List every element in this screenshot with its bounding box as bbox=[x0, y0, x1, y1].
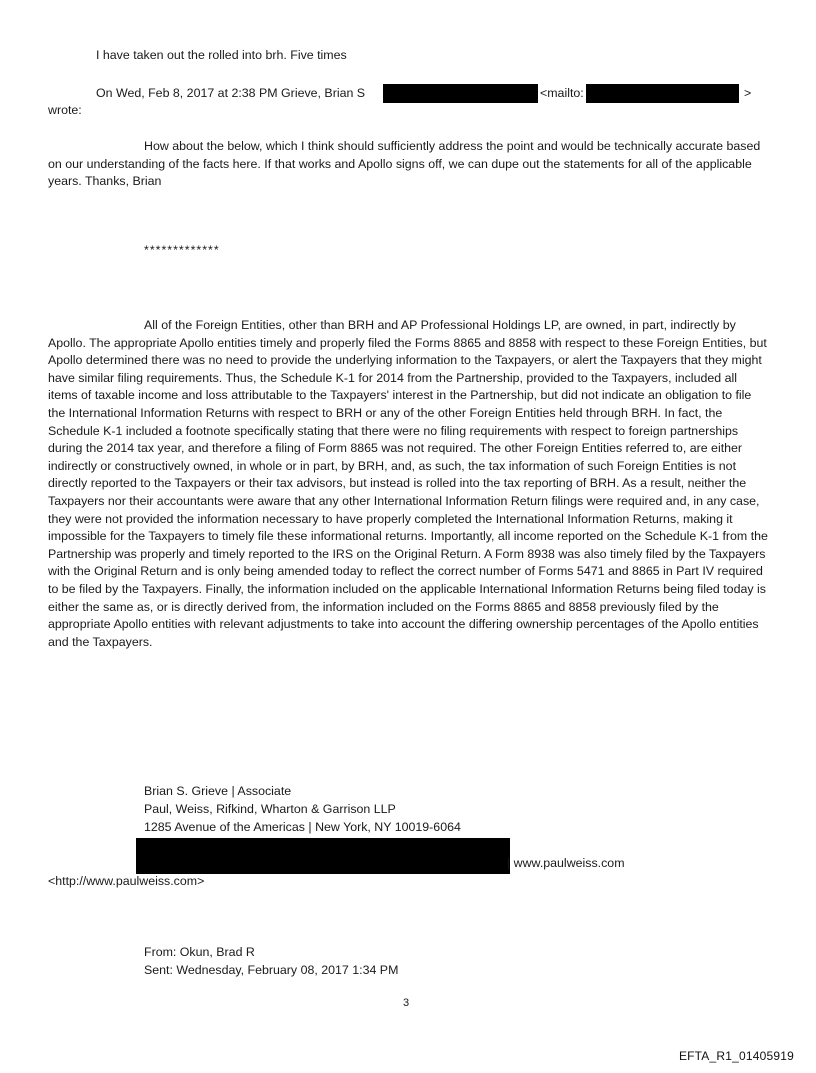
quote-header-mailto: <mailto: bbox=[540, 86, 584, 100]
signature-firm: Paul, Weiss, Rifkind, Wharton & Garrison LLP bbox=[144, 802, 396, 816]
signature-name-title: Brian S. Grieve | Associate bbox=[144, 784, 292, 798]
forwarded-from: From: Okun, Brad R bbox=[144, 945, 255, 959]
reply-line: I have taken out the rolled into brh. Five times bbox=[96, 48, 347, 62]
quote-header-prefix: On Wed, Feb 8, 2017 at 2:38 PM Grieve, Brian S bbox=[96, 86, 366, 100]
redaction-block-email-1 bbox=[383, 84, 538, 103]
redaction-block-email-2 bbox=[586, 84, 739, 103]
page-number: 3 bbox=[403, 997, 410, 1009]
quote-header-wrote: wrote: bbox=[48, 103, 82, 117]
main-paragraph: All of the Foreign Entities, other than BRH and AP Professional Holdings LP, are owned, in part, indirectly by Apollo. The appropriate Apollo entities timely and properly filed the Forms 8865 and 8858 with respect to these Foreign Entities, but Apollo determined there was no need to provide the underlying information to the Taxpayers, or alert the Taxpayers that they might have similar filing requirements. Thus, the Schedule K-1 for 2014 from the Partnership, provided to the Taxpayers, included all items of taxable income and loss attributable to the Taxpayers' interest in the Partnership, but did not indicate an obligation to file the International Information Returns with respect to BRH or any of the other Foreign Entities held through BRH. In fact, the Schedule K-1 included a footnote specifically stating that there were no filing requirements with respect to foreign partnerships during the 2014 tax year, and therefore a filing of Form 8865 was not required. The other Foreign Entities referred to, are either indirectly or constructively owned, in whole or in part, by BRH, and, as such, the tax information of such Foreign Entities is not directly reported to the Taxpayers or their tax advisors, but instead is rolled into the tax reporting of BRH. As a result, neither the Taxpayers nor their accountants were aware that any other International Information Return filings were required and, in any case, they were not provided the information necessary to have properly completed the International Information Returns, making it impossible for the Taxpayers to timely file these informational returns. Importantly, all income reported on the Schedule K-1 from the Partnership was properly and timely reported to the IRS on the Original Return. A Form 8938 was also timely filed by the Taxpayers with the Original Return and is only being amended today to reflect the correct number of Forms 5471 and 8865 in Part IV required to be filed by the Taxpayers. Finally, the information included on the applicable International Information Returns being filed today is either the same as, or is directly derived from, the information included on the Forms 8865 and 8858 previously filed by the appropriate Apollo entities with relevant adjustments to take into account the differing ownership percentages of the Apollo entities and the Taxpayers. bbox=[48, 318, 768, 649]
forwarded-sent: Sent: Wednesday, February 08, 2017 1:34 PM bbox=[144, 963, 399, 977]
redaction-block-phone bbox=[136, 838, 510, 874]
quote-header-close: > bbox=[744, 86, 752, 100]
separator: ************* bbox=[144, 243, 220, 257]
bates-number: EFTA_R1_01405919 bbox=[678, 1049, 794, 1063]
signature-address: 1285 Avenue of the Americas | New York, NY 10019-6064 bbox=[144, 820, 461, 834]
signature-web[interactable]: | www.paulweiss.com bbox=[507, 856, 625, 870]
intro-paragraph: How about the below, which I think should sufficiently address the point and would be technically accurate based on our understanding of the facts here. If that works and Apollo signs off, we can dupe out the statements for all of the applicable years. Thanks, Brian bbox=[48, 139, 761, 189]
signature-web-link[interactable]: <http://www.paulweiss.com> bbox=[48, 874, 205, 888]
